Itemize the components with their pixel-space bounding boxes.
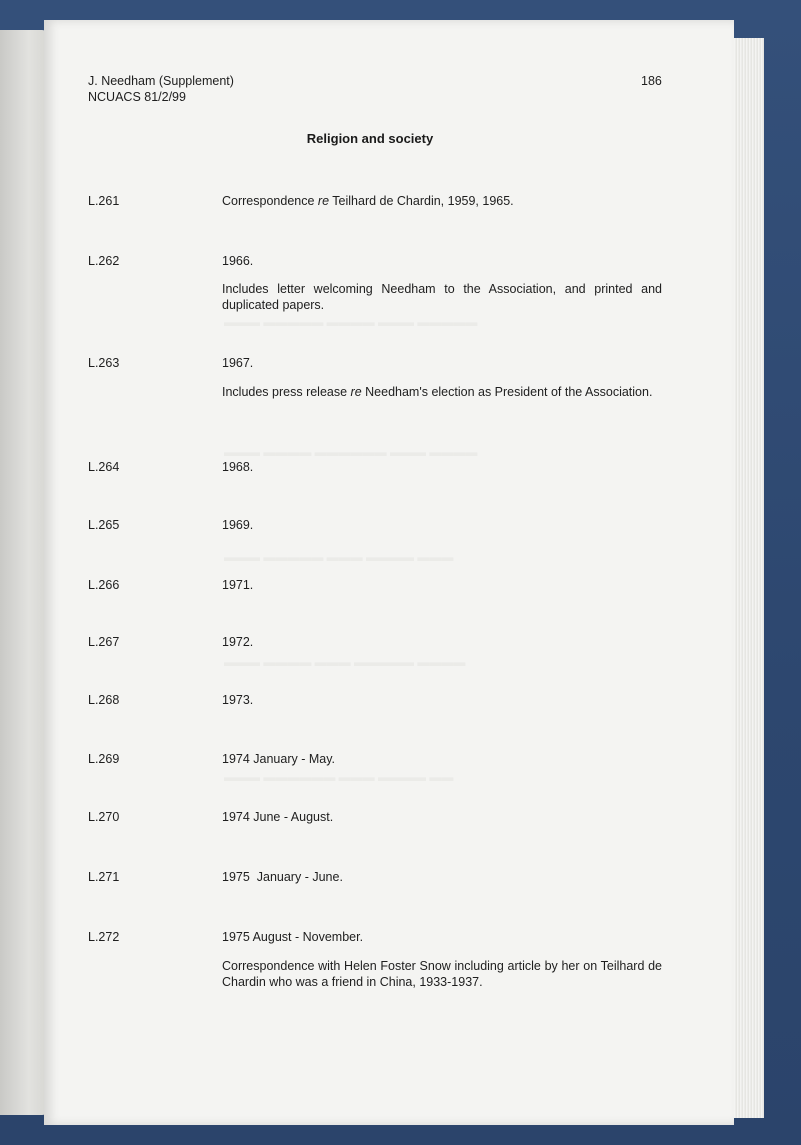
entry-title bbox=[222, 194, 514, 208]
entry-description: Correspondence with Helen Foster Snow including article by her on Teilhard de Chardin who was a friend in China, 1933-1937. bbox=[222, 959, 662, 989]
entry-ref: L.264 bbox=[88, 460, 120, 474]
entry-ref: L.263 bbox=[88, 356, 120, 370]
entry-title: 1969. bbox=[222, 518, 254, 532]
entry-ref: L.271 bbox=[88, 870, 120, 884]
entry-description-text: Includes press release bbox=[222, 385, 351, 399]
entry-title: 1974 June - August. bbox=[222, 810, 334, 824]
header-collection-name: J. Needham (Supplement) bbox=[88, 74, 234, 88]
entry-description-italic: re bbox=[350, 385, 362, 399]
entry-ref: L.267 bbox=[88, 635, 120, 649]
entry-title: 1974 January - May. bbox=[222, 752, 336, 766]
entry-ref: L.262 bbox=[88, 254, 120, 268]
section-title: Religion and society bbox=[306, 131, 434, 146]
page-stack-edge bbox=[734, 38, 764, 1118]
entry-title: 1973. bbox=[222, 693, 254, 707]
entry-title: 1967. bbox=[222, 356, 254, 370]
entry-description bbox=[222, 384, 662, 400]
entry-ref: L.265 bbox=[88, 518, 120, 532]
entry-title-text: Correspondence bbox=[222, 194, 318, 208]
entry-ref: L.269 bbox=[88, 752, 120, 766]
entry-title-text: Teilhard de Chardin, 1959, 1965. bbox=[329, 194, 514, 208]
page-number: 186 bbox=[641, 74, 662, 88]
entry-title: 1975 January - June. bbox=[222, 870, 343, 884]
entry-title: 1971. bbox=[222, 578, 254, 592]
entry-ref: L.266 bbox=[88, 578, 120, 592]
entry-title: 1975 August - November. bbox=[222, 930, 364, 944]
show-through-text: ▬▬▬ ▬▬▬▬▬ ▬▬▬▬ ▬▬▬ ▬▬▬▬▬ bbox=[224, 315, 478, 329]
entry-ref: L.261 bbox=[88, 194, 120, 208]
entry-title: 1968. bbox=[222, 460, 254, 474]
header-catalogue-ref: NCUACS 81/2/99 bbox=[88, 90, 186, 104]
entry-title: 1966. bbox=[222, 254, 254, 268]
entry-title: 1972. bbox=[222, 635, 254, 649]
show-through-text: ▬▬▬ ▬▬▬▬▬ ▬▬▬ ▬▬▬▬ ▬▬▬ bbox=[224, 550, 454, 564]
entry-description: Includes letter welcoming Needham to the Association, and printed and duplicated papers. bbox=[222, 282, 662, 312]
entry-ref: L.268 bbox=[88, 693, 120, 707]
entry-description-text: Needham's election as President of the Association. bbox=[361, 385, 653, 399]
entry-ref: L.270 bbox=[88, 810, 120, 824]
entry-ref: L.272 bbox=[88, 930, 120, 944]
entry-title-italic: re bbox=[317, 194, 330, 208]
show-through-text: ▬▬▬ ▬▬▬▬ ▬▬▬ ▬▬▬▬▬ ▬▬▬▬ bbox=[224, 655, 466, 669]
show-through-text: ▬▬▬ ▬▬▬▬▬▬ ▬▬▬ ▬▬▬▬ ▬▬ bbox=[224, 770, 454, 784]
previous-page-edge bbox=[0, 30, 48, 1115]
show-through-text: ▬▬▬ ▬▬▬▬ ▬▬▬▬▬▬ ▬▬▬ ▬▬▬▬ bbox=[224, 445, 478, 459]
